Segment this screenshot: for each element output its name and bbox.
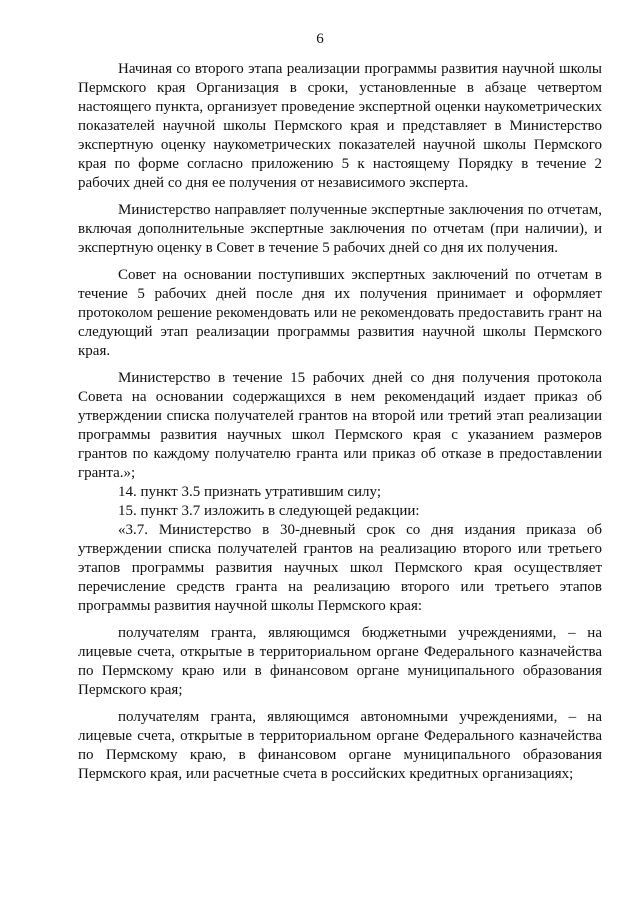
paragraph: Министерство направляет полученные экспертные заключения по отчетам, включая дополнительные экспертные заключения по отчетам (при наличии), и экспертную оценку в Совет в течение 5 рабочих дней со дня их получения.	[78, 202, 602, 256]
paragraph: Начиная со второго этапа реализации программы развития научной школы Пермского края Организация в сроки, установленные в абзаце четвертом настоящего пункта, организует проведение экспертной оценки наукометрических показателей научной школы Пермского края и представляет в Министерство экспертную оценку наукометрических показателей научной школы Пермского края по форме согласно приложению 5 к настоящему Порядку в течение 2 рабочих дней со дня ее получения от независимого эксперта.	[78, 61, 602, 191]
paragraph: получателям гранта, являющимся бюджетными учреждениями, – на лицевые счета, открытые в территориальном органе Федерального казначейства по Пермскому краю или в финансовом органе муниципального образования Пермского края;	[78, 625, 602, 698]
list-item: 14. пункт 3.5 признать утратившим силу;	[118, 484, 382, 500]
document-body	[78, 60, 602, 784]
list-item: 15. пункт 3.7 изложить в следующей редакции:	[118, 503, 420, 519]
paragraph: получателям гранта, являющимся автономными учреждениями, – на лицевые счета, открытые в территориальном органе Федерального казначейства по Пермскому краю, в финансовом органе муниципального образования Пермского края, или расчетные счета в российских кредитных организациях;	[78, 709, 602, 782]
paragraph: Министерство в течение 15 рабочих дней со дня получения протокола Совета на основании содержащихся в нем рекомендаций издает приказ об утверждении списка получателей грантов на второй или третий этап реализации программы развития научных школ Пермского края с указанием размеров грантов по каждому получателю гранта или приказ об отказе в предоставлении гранта.»;	[78, 370, 602, 481]
paragraph: «3.7. Министерство в 30-дневный срок со дня издания приказа об утверждении списка получателей грантов на реализацию второго или третьего этапов программы развития научных школ Пермского края осуществляет перечисление средств гранта на реализацию второго или третьего этапов программы развития научной школы Пермского края:	[78, 522, 602, 614]
paragraph: Совет на основании поступивших экспертных заключений по отчетам в течение 5 рабочих дней после дня их получения принимает и оформляет протоколом решение рекомендовать или не рекомендовать предоставить грант на следующий этап реализации программы развития научной школы Пермского края.	[78, 267, 602, 359]
page-number: 6	[316, 31, 324, 47]
